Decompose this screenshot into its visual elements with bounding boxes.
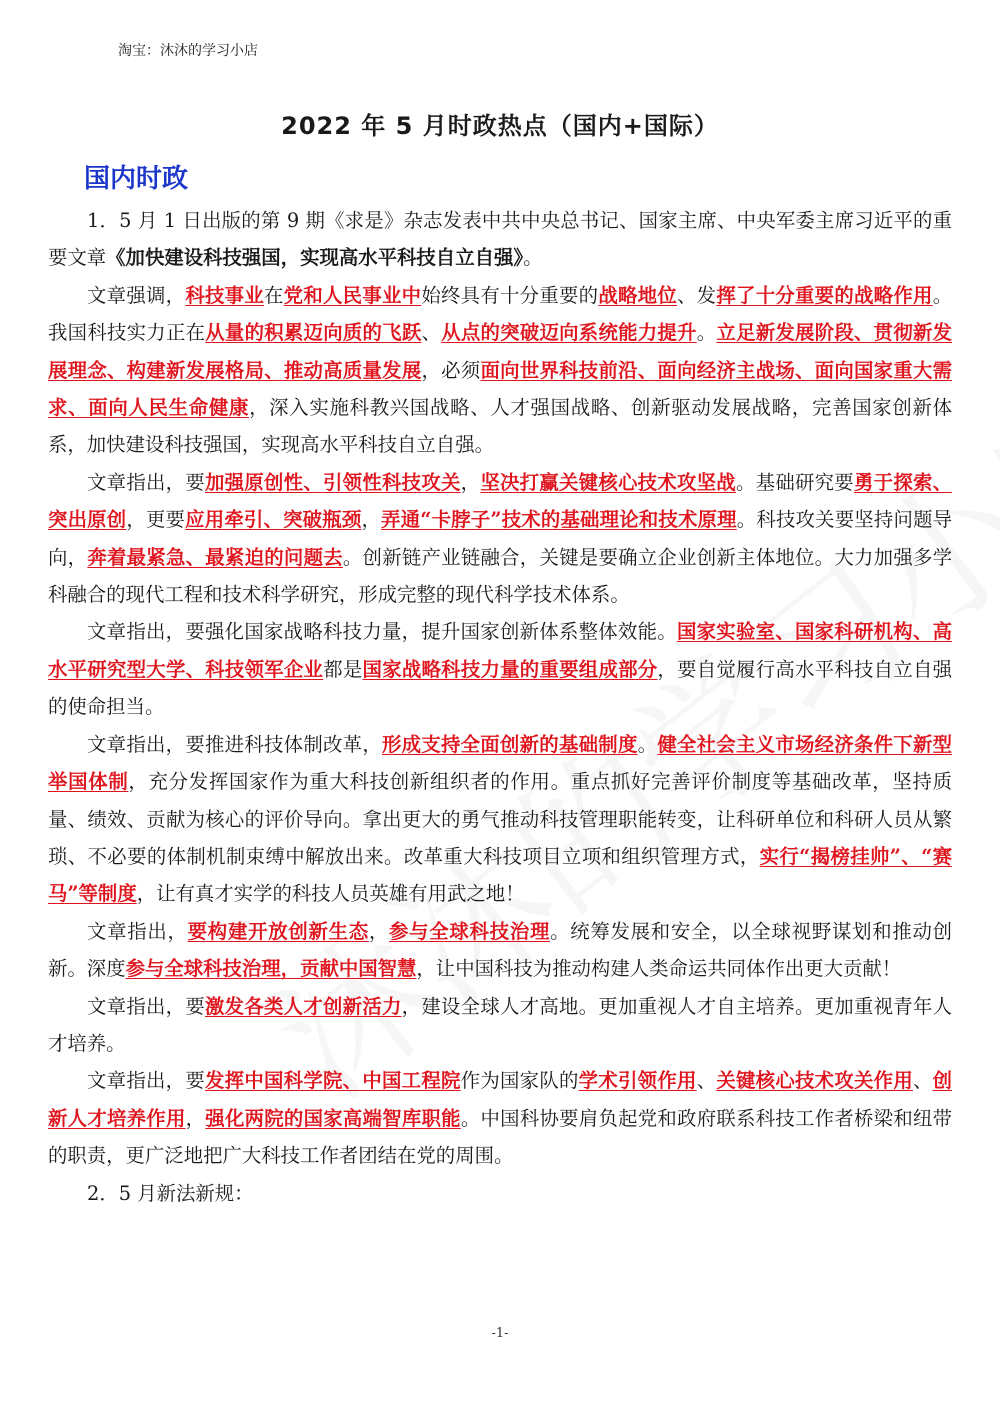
text-run: 文章指出，要: [87, 994, 205, 1018]
page-number: -1-: [491, 1326, 509, 1341]
highlighted-phrase: 学术引领作用: [578, 1069, 697, 1093]
highlighted-phrase: 参与全球科技治理: [389, 919, 551, 943]
text-run: 文章指出，: [87, 919, 188, 943]
highlighted-phrase: 强化两院的国家高端智库职能: [205, 1106, 461, 1130]
highlighted-phrase: 党和人民事业中: [283, 283, 422, 307]
paragraph: [48, 1175, 952, 1212]
text-run: 。创新链产业链融合，关键是要确立企业创新主体地位。大力加强多学科融合的现代工程和技术科学研究，形成完整的现代科学技术体系。: [48, 545, 953, 607]
highlighted-phrase: 形成支持全面创新的基础制度: [381, 732, 638, 756]
text-run: 文章指出，要: [87, 470, 205, 494]
highlighted-phrase: 从量的积累迈向质的飞跃: [205, 321, 422, 345]
text-run: ，充分发挥国家作为重大科技创新组织者的作用。重点抓好完善评价制度等基础改革，坚持质量、绩效、贡献为核心的评价导向。拿出更大的勇气推动科技管理职能转变，让科研单位和科研人员从繁琐、不必要的体制机制束缚中解放出来。改革重大科技项目立项和组织管理方式，: [48, 770, 953, 868]
text-run: 在: [264, 283, 284, 307]
highlighted-phrase: 应用牵引、突破瓶颈: [185, 508, 362, 532]
paragraph: [48, 202, 952, 277]
text-run: ，要自觉履行高水平科技自立自强的使命担当。: [48, 657, 953, 719]
paragraph: [48, 726, 952, 913]
text-run: 文章强调，: [87, 283, 186, 307]
text-run: 文章指出，要: [87, 1069, 205, 1093]
highlighted-phrase: 实行“揭榜挂帅”、“赛马”等制度: [48, 844, 952, 906]
highlighted-phrase: 面向世界科技前沿、面向经济主战场、面向国家重大需求、面向人民生命健康: [48, 358, 953, 420]
text-run: ，: [368, 919, 390, 943]
text-run: 1．5 月 1 日出版的第 9 期《求是》杂志发表中共中央总书记、国家主席、中央军委主席习近平的重要文章: [48, 209, 952, 270]
section-heading-domestic: 国内时政: [84, 164, 189, 194]
bold-phrase: 《加快建设科技强国，实现高水平科技自立自强》: [106, 246, 524, 270]
highlighted-phrase: 创新人才培养作用: [48, 1069, 953, 1130]
highlighted-phrase: 科技事业: [185, 283, 264, 307]
text-run: 。科技攻关要坚持问题导向，: [48, 508, 953, 569]
highlighted-phrase: 国家战略科技力量的重要组成部分: [362, 657, 658, 681]
text-run: ，让中国科技为推动构建人类命运共同体作出更大贡献！: [416, 957, 902, 981]
paragraph: [48, 1062, 952, 1174]
text-run: 都是: [323, 657, 363, 681]
text-run: 作为国家队的: [460, 1069, 579, 1093]
text-run: ，更要: [126, 508, 186, 532]
highlighted-phrase: 坚决打赢关键核心技术攻坚战: [480, 470, 736, 494]
highlighted-phrase: 从点的突破迈向系统能力提升: [441, 321, 697, 345]
text-run: 。: [523, 246, 543, 270]
text-run: ，必须: [421, 358, 481, 382]
text-run: ，: [361, 508, 382, 532]
paragraph: [48, 988, 952, 1063]
text-run: ，建设全球人才高地。更加重视人才自主培养。更加重视青年人才培养。: [48, 994, 953, 1055]
text-run: 文章指出，要推进科技体制改革，: [87, 732, 382, 756]
highlighted-phrase: 发挥中国科学院、中国工程院: [205, 1069, 461, 1093]
highlighted-phrase: 国家实验室、国家科研机构、高水平研究型大学、科技领军企业: [48, 620, 953, 681]
text-run: 。中国科协要肩负起党和政府联系科技工作者桥梁和纽带的职责，更广泛地把广大科技工作者团结在党的周围。: [48, 1106, 953, 1168]
highlighted-phrase: 关键核心技术攻关作用: [716, 1069, 913, 1093]
highlighted-phrase: 激发各类人才创新活力: [205, 994, 402, 1018]
text-run: 。统筹发展和安全，以全球视野谋划和推动创新。深度: [48, 919, 953, 981]
text-run: ，: [185, 1106, 206, 1130]
paragraph: [48, 913, 952, 988]
text-run: 文章指出，要强化国家战略科技力量，提升国家创新体系整体效能。: [87, 620, 677, 644]
text-run: 、: [696, 1069, 717, 1093]
paragraph: [48, 613, 952, 725]
document-title: 2022 年 5 月时政热点（国内+国际）: [281, 112, 719, 140]
highlighted-phrase: 战略地位: [598, 283, 678, 307]
highlighted-phrase: 弄通“卡脖子”技术的基础理论和技术原理: [381, 508, 737, 532]
highlighted-phrase: 勇于探索、突出原创: [48, 470, 953, 532]
highlighted-phrase: 奔着最紧急、最紧迫的问题去: [87, 545, 343, 569]
text-run: 。基础研究要: [735, 470, 854, 494]
text-run: 始终具有十分重要的: [421, 283, 599, 307]
highlighted-phrase: 要构建开放创新生态: [187, 919, 369, 943]
highlighted-phrase: 立足新发展阶段、贯彻新发展理念、构建新发展格局、推动高质量发展: [48, 321, 953, 382]
highlighted-phrase: 健全社会主义市场经济条件下新型举国体制: [48, 732, 953, 794]
paragraph: [48, 277, 952, 464]
text-run: 、: [421, 321, 442, 345]
paragraph: [48, 464, 952, 614]
highlighted-phrase: 加强原创性、引领性科技攻关: [205, 470, 461, 494]
text-run: 。我国科技实力正在: [48, 283, 953, 345]
text-run: 、: [912, 1069, 933, 1093]
text-run: ，: [460, 470, 481, 494]
text-run: 、发: [677, 283, 717, 307]
text-run: 2．5 月新法新规：: [87, 1181, 254, 1205]
highlighted-phrase: 挥了十分重要的战略作用: [716, 283, 933, 307]
text-run: 。: [637, 732, 658, 756]
document-body: [48, 202, 952, 1212]
highlighted-phrase: 参与全球科技治理，贡献中国智慧: [125, 957, 417, 981]
text-run: ，深入实施科教兴国战略、人才强国战略、创新驱动发展战略，完善国家创新体系，加快建设科技强国，实现高水平科技自立自强。: [48, 396, 953, 457]
text-run: 。: [696, 321, 717, 345]
header-shop-note: 淘宝：沐沐的学习小店: [118, 43, 258, 59]
text-run: ，让有真才实学的科技人员英雄有用武之地！: [136, 882, 525, 906]
